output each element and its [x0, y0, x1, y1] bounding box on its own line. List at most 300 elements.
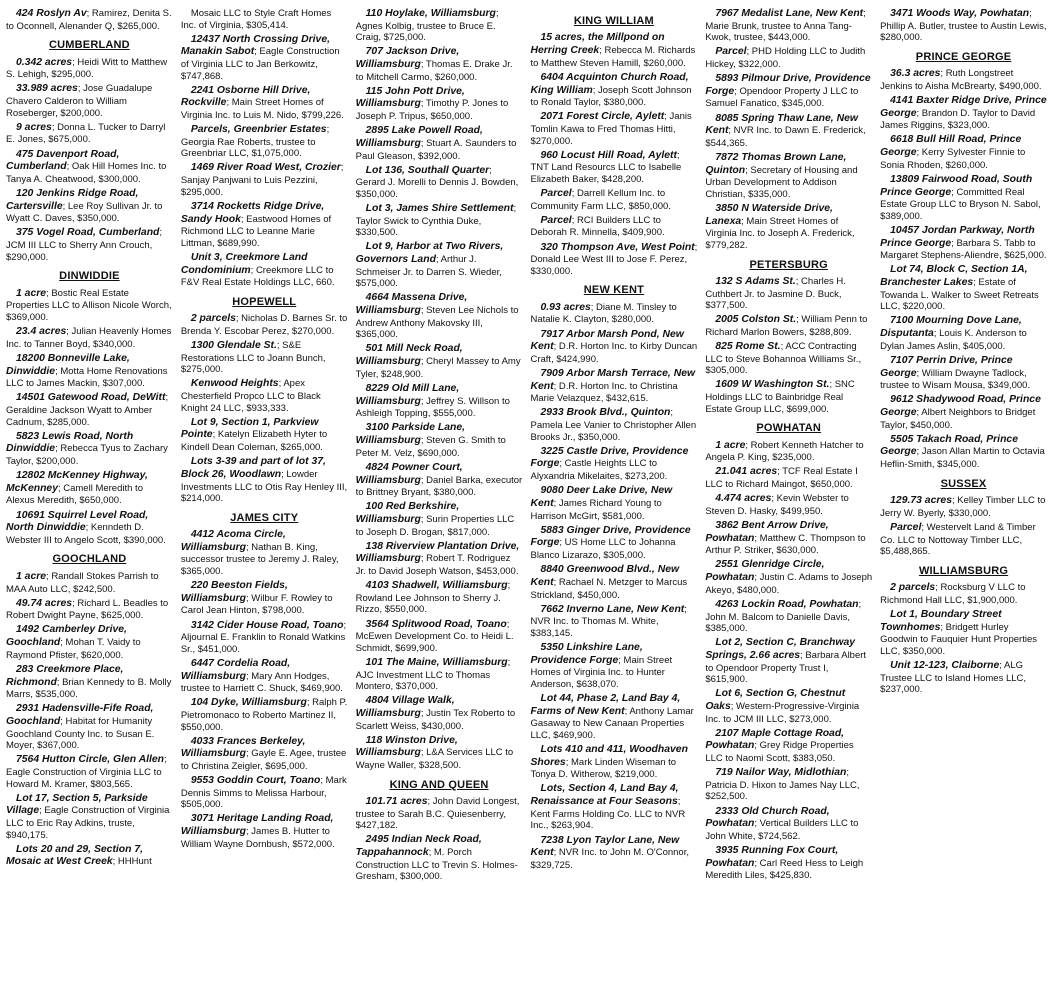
transfer-details: ; Vertical Builders LLC to John White, $724,562.: [705, 818, 859, 842]
section-heading-petersburg: PETERSBURG: [749, 258, 828, 271]
property-entry: [181, 529, 348, 578]
transfer-details: ; ALG Trustee LLC to Island Homes LLC, $237,000.: [880, 659, 1027, 696]
property-address: 7662 Inverno Lane, New Kent: [540, 603, 685, 615]
property-entry: [530, 744, 697, 781]
property-address: 2933 Brook Blvd., Quinton: [540, 407, 671, 419]
property-entry: [6, 598, 173, 622]
transfer-details: ; Randall Stokes Parrish to MAA Auto LLC, $242,500.: [6, 570, 159, 595]
property-entry: [356, 580, 523, 616]
property-address: Unit 3, Creekmore Land Condominium: [180, 251, 308, 276]
property-entry: [705, 493, 872, 517]
property-entry: [181, 124, 348, 160]
property-entry: [530, 525, 697, 562]
property-entry: [530, 32, 697, 69]
section-heading-hopewell: HOPEWELL: [232, 295, 297, 308]
transfer-details: ; Barbara Albert to Opendoor Property Trust I, $615,900.: [705, 649, 867, 686]
transfer-details: ; William Dwayne Tadlock, trustee to Wisam Mousa, $349,000.: [880, 367, 1031, 392]
transfer-details: ; Louis K. Anderson to Dylan James Aslin, $405,000.: [880, 328, 1027, 352]
transfer-details: ; Geraldine Jackson Wyatt to Amber Cadnum, $285,000.: [6, 392, 169, 428]
property-entry: [530, 329, 697, 366]
property-address: 9612 Shadywood Road, Prince George: [880, 394, 1041, 419]
transfer-details: ; Donald Lee West III to Jose F. Perez, $330,000.: [530, 241, 698, 277]
property-address: 2 parcels: [890, 582, 936, 594]
property-entry: [181, 313, 348, 337]
property-entry: [880, 522, 1047, 558]
transfer-details: ; Eagle Construction of Virginia LLC to Eric Ray Adkins, truste, $940,175.: [6, 805, 170, 841]
property-address: 9080 Deer Lake Drive, New Kent: [530, 485, 673, 509]
property-address: 9 acres: [16, 121, 52, 133]
property-address: 3935 Running Fox Court, Powhatan: [705, 844, 839, 869]
property-address: 375 Vogel Road, Cumberland: [16, 227, 160, 239]
transfer-details: ; James Richard Young to Harrison McGirt, $581,000.: [530, 497, 662, 522]
transfer-details: ; McEwen Development Co. to Heidi L. Schmidt, $699,900.: [355, 618, 514, 654]
property-address: Parcel: [890, 521, 922, 533]
transfer-details: ; Agnes Kolbig, trustee to Bruce E. Craig, $725,000.: [355, 8, 499, 44]
transfer-details: ; Main Street Homes of Virginia Inc. to Joseph A. Frederick, $779,282.: [705, 215, 855, 251]
transfer-details: ; Castle Heights LLC to Alyxandria Mikelaites, $273,200.: [530, 458, 668, 483]
property-address: Unit 12-123, Claiborne: [890, 659, 1000, 671]
property-entry: [705, 113, 872, 150]
transfer-details: ; Nathan B. King, successor trustee to Jeremy J. Raley, $365,000.: [180, 541, 339, 578]
property-address: 129.73 acres: [890, 495, 952, 507]
property-address: 1609 W Washington St.: [715, 379, 830, 391]
property-address: Lot 74, Block C, Section 1A, Branchester Lakes: [880, 264, 1028, 289]
transfer-details: ; Grey Ridge Properties LLC to Naomi Scott, $383,050.: [705, 740, 854, 765]
property-entry: [530, 642, 697, 691]
property-entry: [705, 599, 872, 635]
property-entry: [880, 609, 1047, 658]
transfer-details: ; Justin C. Adams to Joseph Akeyo, $480,000.: [705, 572, 873, 596]
transfer-details: ; Kevin Webster to Steven D. Hasky, $499,950.: [705, 493, 849, 517]
property-address: 13809 Fairwood Road, South Prince George: [880, 173, 1033, 198]
property-address: 100 Red Berkshire, Williamsburg: [355, 501, 460, 525]
property-address: 1 acre: [16, 570, 47, 582]
property-entry: [6, 793, 173, 842]
property-entry: [530, 693, 697, 742]
property-entry: [705, 466, 872, 490]
property-entry: [181, 201, 348, 250]
property-address: Lot 3, James Shire Settlement: [365, 203, 514, 215]
property-entry: [705, 728, 872, 765]
property-entry: [356, 8, 523, 44]
property-entry: [530, 407, 697, 443]
property-entry: [6, 57, 173, 81]
property-address: 4263 Lockin Road, Powhatan: [715, 598, 859, 610]
property-address: 3564 Splitwood Road, Toano: [365, 618, 507, 630]
transfer-details: ; L&A Services LLC to Wayne Waller, $328,500.: [355, 747, 514, 772]
transfer-details: ; Committed Real Estate Group LLC to Bryson N. Sabol, $389,000.: [880, 186, 1041, 222]
property-address: 4412 Acoma Circle, Williamsburg: [180, 529, 286, 553]
transfer-details: ; Kent Farms Holding Co. LLC to NVR Inc., $263,904.: [530, 796, 686, 832]
property-address: 2895 Lake Powell Road, Williamsburg: [355, 125, 483, 149]
transfer-details: ; Eagle Construction of Virginia LLC to Howard M. Kramer, $803,565.: [6, 754, 167, 790]
property-address: Lot 1, Boundary Street Townhomes: [880, 608, 1002, 633]
transfer-details: ; Secretary of Housing and Urban Development to Addison Christian, $335,000.: [705, 164, 858, 200]
property-entry: [181, 162, 348, 198]
transfer-details: ; Kenndeth D. Webster III to Angelo Scott, $390,000.: [6, 522, 166, 546]
property-entry: [705, 152, 872, 201]
section-heading-sussex: SUSSEX: [940, 477, 987, 490]
property-address: 7107 Perrin Drive, Prince George: [880, 354, 1013, 379]
property-address: 14501 Gatewood Road, DeWitt: [16, 392, 166, 404]
property-address: Lot 17, Section 5, Parkside Village: [6, 792, 148, 817]
property-address: 23.4 acres: [16, 326, 67, 338]
transfer-details: ; S&E Restorations LLC to Joann Bunch, $275,000.: [180, 339, 326, 376]
property-entry: [356, 735, 523, 772]
property-entry: [705, 276, 872, 312]
property-entry: [181, 340, 348, 376]
property-entry: [705, 520, 872, 557]
property-entry: [356, 501, 523, 538]
property-address: 707 Jackson Drive, Williamsburg: [355, 46, 460, 71]
transfer-details: ; Brandon D. Taylor to David James Riggins, $323,000.: [880, 107, 1036, 132]
transfer-details: ; Stuart A. Saunders to Paul Gleason, $392,000.: [355, 137, 517, 162]
property-address: 3471 Woods Way, Powhatan: [890, 8, 1030, 19]
property-address: 4804 Village Walk, Williamsburg: [355, 695, 455, 719]
property-address: 960 Locust Hill Road, Aylett: [540, 149, 677, 161]
property-entry: [356, 165, 523, 201]
property-entry: [181, 34, 348, 83]
property-entry: [6, 624, 173, 661]
transfer-details: ; Janis Tomlin Kawa to Fred Thomas Hitti, $270,000.: [530, 111, 692, 147]
property-address: 2551 Glenridge Circle, Powhatan: [705, 559, 825, 584]
property-address: 0.93 acres: [540, 301, 591, 313]
property-address: 3225 Castle Drive, Providence Forge: [530, 445, 689, 470]
property-entry: [705, 440, 872, 464]
property-address: 5823 Lewis Road, North Dinwiddie: [6, 430, 134, 455]
property-entry: [181, 813, 348, 850]
transfer-details: ; Daniel Barka, executor to Brittney Bryant, $380,000.: [355, 474, 523, 499]
property-entry: [181, 658, 348, 695]
transfer-details: ; Bridgett Hurley Goodwin to Fauquier Hunt Properties LLC, $350,000.: [880, 621, 1037, 657]
property-entry: [356, 241, 523, 290]
transfer-details: ; NVR Inc. to Dawn E. Frederick, $544,365.: [705, 125, 866, 149]
transfer-details: ; Ralph P. Pietromonaco to Roberto Martinez II, $550,000.: [180, 697, 348, 733]
property-address: 101 The Maine, Williamsburg: [365, 656, 508, 668]
property-entry: [356, 383, 523, 420]
property-entry: [6, 703, 173, 752]
section-heading-king-william: KING WILLIAM: [573, 15, 654, 27]
transfer-details: ; Western-Progressive-Virginia Inc. to JCM III LLC, $273,000.: [705, 700, 860, 725]
property-address: 424 Roslyn Av: [16, 8, 87, 19]
transfer-details: ; Cheryl Massey to Amy Tyler, $248,900.: [355, 356, 521, 380]
property-entry: [181, 620, 348, 656]
property-address: 320 Thompson Ave, West Point: [540, 241, 695, 253]
property-address: 1492 Camberley Drive, Goochland: [6, 624, 127, 649]
property-address: 6404 Acquinton Church Road, King William: [530, 71, 689, 96]
transfer-details: ; D.R. Horton Inc. to Christina Marie Velazquez, $432,615.: [530, 380, 678, 405]
property-entry: [181, 736, 348, 773]
transfer-details: ; Georgia Rae Roberts, trustee to Greenbriar LLC, $1,075,000.: [180, 124, 330, 160]
property-entry: [880, 434, 1047, 471]
transfer-details: ; Gayle E. Agee, trustee to Christina Zeigler, $695,000.: [180, 748, 347, 773]
property-address: Lots 3-39 and part of lot 37, Block 26, Woodlawn: [180, 456, 326, 480]
property-entry: [880, 68, 1047, 92]
property-entry: [705, 8, 872, 44]
transfer-details: ; Rebecca M. Richards to Matthew Steven Hamill, $260,000.: [530, 45, 696, 69]
property-entry: [880, 174, 1047, 223]
transfer-details: ; Carl Reed Hess to Leigh Meredith Liles, $425,830.: [705, 857, 864, 882]
property-entry: [6, 844, 173, 869]
property-entry: [880, 495, 1047, 519]
property-address: 6447 Cordelia Road, Williamsburg: [180, 657, 291, 682]
transfer-details: ; Robert Kenneth Hatcher to Angela P. King, $235,000.: [705, 439, 864, 464]
property-address: Lot 2, Section C, Branchway Springs, 2.66 acres: [705, 637, 856, 661]
property-entry: [705, 341, 872, 377]
transfer-details: ; Charles H. Cuthbert Jr. to Jasmine D. Buck, $377,500.: [705, 275, 846, 312]
transfer-details: ; Westervelt Land & Timber Co. LLC to Nottoway Timber LLC, $5,488,865.: [880, 521, 1036, 558]
property-address: 18200 Bonneville Lake, Dinwiddie: [6, 352, 130, 377]
property-address: 3850 N Waterside Drive, Lanexa: [705, 203, 833, 227]
property-address: 7100 Mourning Dove Lane, Disputanta: [880, 315, 1022, 340]
property-address: 2931 Hadensville-Fife Road, Goochland: [6, 703, 154, 727]
transfer-details: ; M. Porch Construction LLC to Trevin S. Holmes-Gresham, $300,000.: [355, 847, 518, 883]
transfer-details: ; Eastwood Homes of Richmond LLC to Leanne Marie Littman, $689,990.: [180, 213, 332, 249]
property-entry: [880, 95, 1047, 132]
property-entry: [530, 604, 697, 640]
transfer-details: ; Barbara S. Tabb to Margaret Stephens-Aliendre, $625,000.: [880, 237, 1047, 262]
transfer-details: ; Apex Chesterfield Propco LLC to Black Knight 24 LLC, $933,333.: [180, 378, 321, 414]
property-entry: [356, 86, 523, 123]
property-entry: [705, 314, 872, 338]
property-entry: [356, 619, 523, 655]
transfer-details: ; SNC Holdings LLC to Bainbridge Real Estate Group LLC, $699,000.: [705, 379, 855, 415]
property-entry: [530, 368, 697, 405]
property-entry: [530, 446, 697, 483]
property-entry: [530, 835, 697, 872]
transfer-details: ; PHD Holding LLC to Judith Hickey, $322,000.: [705, 46, 866, 71]
property-address: 7967 Medalist Lane, New Kent: [715, 8, 864, 19]
property-entry: [181, 85, 348, 122]
column-1: [6, 8, 173, 995]
property-entry: [530, 215, 697, 239]
section-heading-cumberland: CUMBERLAND: [49, 39, 130, 52]
property-entry: [6, 470, 173, 507]
property-address: 719 Nailor Way, Midlothian: [715, 767, 847, 779]
property-address: 1 acre: [715, 439, 746, 451]
property-address: 115 John Pott Drive, Williamsburg: [355, 85, 465, 110]
property-entry: [6, 149, 173, 186]
property-entry: [6, 353, 173, 390]
property-entry: [705, 806, 872, 843]
transfer-details: ; Mohan T. Vaidy to Raymond Pfister, $620,000.: [6, 637, 141, 661]
transfer-details: ; Main Street Homes of Virginia Inc. to Luis M. Nido, $799,226.: [180, 97, 344, 122]
property-address: 3714 Rocketts Ridge Drive, Sandy Hook: [180, 200, 325, 225]
property-address: 283 Creekmore Place, Richmond: [6, 663, 124, 688]
transfer-details: ; Richard L. Beadles to Robert Dwight Payne, $625,000.: [6, 597, 169, 622]
property-address: 6618 Bull Hill Road, Prince George: [880, 134, 1022, 159]
property-entry: [6, 326, 173, 350]
property-entry: [181, 456, 348, 505]
property-address: 5893 Pilmour Drive, Providence Forge: [705, 73, 871, 97]
property-entry: [181, 378, 348, 414]
transfer-details: ; RCI Builders LLC to Deborah R. Minnella, $409,900.: [530, 214, 665, 239]
transfer-details: ; Mary Ann Hodges, trustee to Harriett C. Shuck, $469,900.: [180, 670, 343, 695]
transfer-details: ; Phillip A. Butler, trustee to Austin Lewis, $280,000.: [880, 8, 1047, 44]
property-entry: [705, 203, 872, 252]
transfer-details: ; Jeffrey S. Willson to Ashleigh Topping, $555,000.: [355, 395, 510, 420]
property-address: Kenwood Heights: [190, 378, 279, 390]
property-entry: [356, 46, 523, 83]
property-entry: [705, 845, 872, 882]
transfer-details: ; Mark Linden Wiseman to Tonya D. Witherow, $219,000.: [530, 756, 677, 781]
property-address: 2005 Colston St.: [715, 314, 797, 326]
property-entry: [356, 125, 523, 162]
property-address: 49.74 acres: [16, 597, 73, 609]
transfer-details: ; AJC Investment LLC to Thomas Montero, $370,000.: [355, 656, 511, 693]
transfer-details: ; Opendoor Property J LLC to Samuel Fanatico, $345,000.: [705, 85, 859, 110]
property-address: 3071 Heritage Landing Road, Williamsburg: [180, 813, 334, 838]
property-entry: [880, 355, 1047, 392]
property-address: Lot 6, Section G, Chestnut Oaks: [705, 688, 846, 712]
transfer-details: ; Steven Lee Nichols to Andrew Anthony Makovsky III, $365,000.: [355, 305, 519, 341]
property-entry: [6, 571, 173, 595]
property-entry: [6, 288, 173, 324]
property-address: 12802 McKenney Highway, McKenney: [6, 470, 148, 494]
column-2: [181, 8, 348, 995]
property-address: 12437 North Crossing Drive, Manakin Sabot: [180, 33, 330, 58]
section-heading-prince-george: PRINCE GEORGE: [915, 50, 1012, 63]
transfer-details: ; NVR Inc. to Thomas M. White, $383,145.: [530, 603, 687, 639]
section-heading-dinwiddie: DINWIDDIE: [59, 270, 120, 283]
property-address: 118 Winston Drive, Williamsburg: [355, 734, 458, 759]
property-entry: [880, 134, 1047, 171]
transfer-details: ; Creekmore LLC to F&V Real Estate Holdings LLC, 660.: [180, 264, 335, 289]
property-address: 7909 Arbor Marsh Terrace, New Kent: [530, 368, 696, 392]
property-address: 3862 Bent Arrow Drive, Powhatan: [705, 519, 829, 544]
property-address: Lot 136, Southall Quarter: [365, 164, 490, 176]
property-address: 138 Riverview Plantation Drive, Williamsburg: [355, 540, 520, 565]
transfer-details: ; Wilbur F. Rowley to Carol Jean Hinton, $798,000.: [180, 592, 333, 617]
property-address: 5883 Ginger Drive, Providence Forge: [530, 524, 691, 549]
property-entry: [6, 510, 173, 547]
transfer-details: ; TCF Real Estate I LLC to Richard Maingot, $650,000.: [705, 466, 858, 491]
transfer-details: ; Julian Heavenly Homes Inc. to Tanner Boyd, $340,000.: [6, 326, 172, 350]
transfer-details: ; Justin Tex Roberto to Scarlett Weiss, $430,000.: [355, 707, 516, 732]
property-address: 7872 Thomas Brown Lane, Quinton: [705, 152, 847, 176]
transfer-details: ; Rachael N. Metzger to Marcus Strickland, $450,000.: [530, 576, 688, 601]
transfer-details: ; Jason Allan Martin to Octavia Heflin-Smith, $345,000.: [880, 446, 1045, 471]
property-entry: [181, 417, 348, 454]
property-address: 2071 Forest Circle, Aylett: [540, 111, 665, 123]
transfer-details: ; Brian Kennedy to B. Molly Marrs, $535,000.: [6, 676, 172, 701]
transfer-details: ; Robert T. Rodriguez Jr. to David Joseph Watson, $453,000.: [355, 553, 519, 578]
property-address: Lot 9, Section 1, Parkview Pointe: [180, 416, 319, 441]
transfer-details: ; Ramirez, Denita S. to Oconnell, Alenander Q, $265,000.: [6, 8, 172, 32]
transfer-details: ; Lee Roy Sullivan Jr. to Wyatt C. Daves, $350,000.: [6, 200, 163, 225]
property-entry: [356, 834, 523, 883]
property-entry: [705, 637, 872, 686]
section-heading-james-city: JAMES CITY: [230, 511, 299, 524]
transfer-details: ; Gerard J. Morelli to Dennis J. Bowden, $350,000.: [355, 164, 519, 200]
transfer-details: ; John M. Balcom to Danielle Davis, $385,000.: [705, 598, 862, 635]
section-heading-goochland: GOOCHLAND: [52, 553, 127, 566]
transfer-details: ; Matthew C. Thompson to Arthur P. Striker, $630,000.: [705, 532, 866, 557]
transfer-details: ; Ruth Longstreet Jenkins to Aisha McBrearty, $490,000.: [880, 68, 1042, 92]
property-address: 132 S Adams St.: [715, 275, 796, 287]
transfer-details: ; Timothy P. Jones to Joseph P. Tripus, $650,000.: [355, 98, 509, 123]
property-address: 1300 Glendale St.: [190, 339, 277, 351]
property-entry: [6, 83, 173, 119]
property-entry: [6, 754, 173, 790]
transfer-details: ; Albert Neighbors to Bridget Taylor, $450,000.: [880, 407, 1036, 431]
transfer-details: ; NVR Inc. to John M. O'Connor, $329,725.: [530, 847, 689, 871]
property-address: 220 Beeston Fields, Williamsburg: [180, 580, 288, 604]
property-entry: [530, 485, 697, 522]
transfer-details: ; Rebecca Tyus to Zachary Taylor, $200,000.: [6, 443, 168, 467]
property-entry: [356, 695, 523, 732]
property-address: 4033 Frances Berkeley, Williamsburg: [180, 735, 306, 760]
property-entry: [356, 657, 523, 693]
transfer-details: ; Heidi Witt to Matthew S. Lehigh, $295,000.: [6, 56, 168, 81]
property-address: 4103 Shadwell, Williamsburg: [365, 580, 508, 592]
property-address: 2333 Old Church Road, Powhatan: [705, 805, 830, 830]
property-entry: [705, 559, 872, 596]
property-entry: [530, 150, 697, 186]
property-address: 101.71 acres: [365, 796, 428, 808]
property-address: 10457 Jordan Parkway, North Prince George: [880, 224, 1035, 249]
property-entry: [356, 292, 523, 341]
transfer-details: ; John David Longest, trustee to Sarah B.C. Quiesenberry, $427,182.: [355, 796, 520, 832]
transfer-details: ; HHHunt: [112, 856, 152, 868]
transfer-details: ; Diane M. Tinsley to Natalie K. Clayton, $280,000.: [530, 301, 677, 326]
property-address: 1469 River Road West, Crozier: [190, 162, 341, 174]
property-entry: [530, 564, 697, 601]
transfer-details: ; Motta Home Renovations LLC to James Mackin, $307,000.: [6, 365, 168, 390]
transfer-details: ; Jose Guadalupe Chavero Calderon to William Roseberger, $200,000.: [6, 83, 153, 119]
transfer-details: ; Anthony Lamar Gasaway to New Canaan Properties LLC, $469,900.: [530, 705, 694, 741]
transfer-details: ; Aljournal E. Franklin to Ronald Watkins Sr., $451,000.: [180, 619, 347, 655]
transfer-details: ; Kelley Timber LLC to Jerry W. Byerly, $330,000.: [880, 495, 1046, 519]
property-address: 9553 Goddin Court, Toano: [190, 775, 321, 787]
property-entry: [181, 252, 348, 289]
property-entry: [530, 111, 697, 147]
transfer-details: ; ACC Contracting LLC to Steve Bohannoa Williams Sr., $305,000.: [705, 341, 862, 377]
property-address: 21.041 acres: [715, 466, 778, 478]
property-entry: [356, 203, 523, 239]
transfer-details: ; D.R. Horton Inc. to Kirby Duncan Craft, $424,990.: [530, 341, 698, 365]
property-entry: [6, 227, 173, 263]
property-address: 7917 Arbor Marsh Pond, New Kent: [530, 328, 684, 353]
property-entry: [6, 8, 173, 32]
property-entry: [880, 660, 1047, 696]
property-entry: [181, 8, 348, 31]
property-address: 4824 Powner Court, Williamsburg: [355, 461, 463, 486]
property-entry: [356, 422, 523, 459]
property-address: Parcel: [715, 46, 747, 58]
transfer-details: ; Lowder Investments LLC to Otis Ray Henley III, $214,000.: [180, 468, 348, 505]
transfer-details: ; US Home LLC to Johanna Blanco Lizarazo, $305,000.: [530, 537, 676, 562]
column-6: [880, 8, 1047, 995]
property-entry: [530, 783, 697, 832]
transfer-details: ; TNT Land Resourcs LLC to Isabelle Elizabeth Baker, $428,200.: [530, 149, 682, 185]
transfer-details: ; Darrell Kellum Inc. to Community Farm LLC, $850,000.: [530, 188, 671, 212]
property-address: 15 acres, the Millpond on Herring Creek: [530, 32, 665, 57]
property-address: 8085 Spring Thaw Lane, New Kent: [705, 112, 858, 137]
property-address: Parcel: [540, 214, 572, 226]
property-entry: [705, 767, 872, 803]
property-address: Lots 410 and 411, Woodhaven Shores: [530, 744, 688, 768]
property-entry: [530, 242, 697, 278]
column-4: [530, 8, 697, 995]
property-address: 33.989 acres: [16, 83, 78, 95]
property-entry: [530, 72, 697, 109]
property-entry: [181, 775, 348, 811]
section-heading-king-and-queen: KING AND QUEEN: [389, 778, 489, 791]
transfer-details: ; James B. Hutter to William Wayne Dornbush, $572,000.: [180, 826, 335, 850]
property-entry: [705, 379, 872, 415]
transfer-details: ; Camell Meredith to Alexus Meredith, $650,000.: [6, 482, 143, 507]
